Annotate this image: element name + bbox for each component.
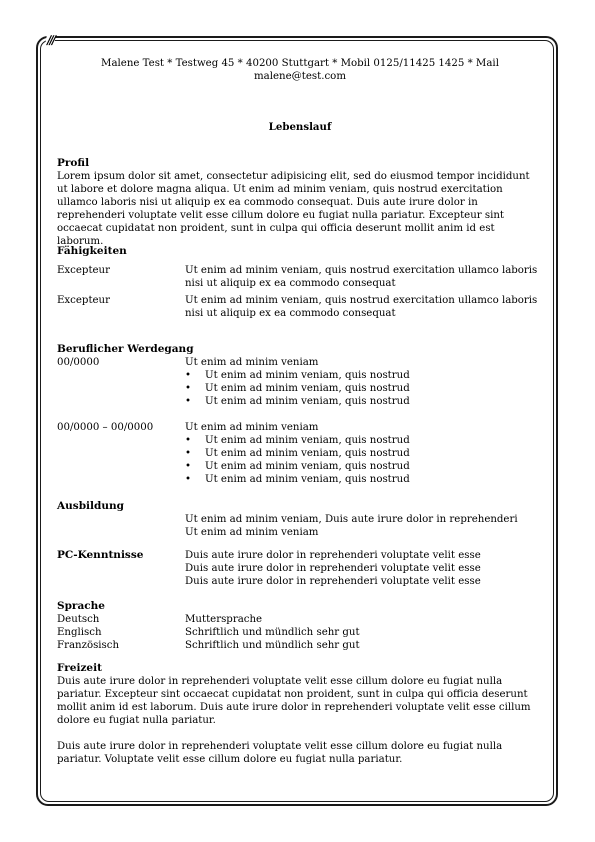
career-date: 00/0000 <box>57 357 100 368</box>
skill-text: Ut enim ad minim veniam, quis nostrud exercitation ullamco laboris nisi ut aliquip ex ea commodo consequat <box>185 295 538 319</box>
skill-row <box>57 294 543 320</box>
list-item: • Ut enim ad minim veniam, quis nostrud <box>205 434 543 447</box>
career-title: Ut enim ad minim veniam <box>185 422 319 433</box>
list-item: • Ut enim ad minim veniam, quis nostrud <box>205 447 543 460</box>
section-werdegang <box>57 343 543 356</box>
contact-line: Malene Test * Testweg 45 * 40200 Stuttgart * Mobil 0125/11425 1425 * Mail malene@test.com <box>101 58 499 82</box>
profil-text: Lorem ipsum dolor sit amet, consectetur adipisicing elit, sed do eiusmod tempor incididunt ut labore et dolore magna aliqua. Ut enim ad minim veniam, quis nostrud exercitation ullamco laboris nisi ut aliquip ex ea commodo consequat. Duis aute irure dolor in reprehenderi voluptate velit esse cillum dolore eu fugiat nulla pariatur. Excepteur sint occaecat cupidatat non proident, sunt in culpa qui officia deserunt mollit anim id est laborum. <box>57 171 530 247</box>
list-item: • Ut enim ad minim veniam, quis nostrud <box>205 382 543 395</box>
career-bullets <box>185 369 543 408</box>
career-title: Ut enim ad minim veniam <box>185 357 319 368</box>
language-level: Schriftlich und mündlich sehr gut <box>185 627 360 638</box>
section-heading: Fähigkeiten <box>57 245 127 257</box>
corner-slash-ornament: /// <box>45 33 56 47</box>
language-row <box>57 626 543 639</box>
pc-line: Duis aute irure dolor in reprehenderi voluptate velit esse <box>185 563 481 574</box>
language-name: Englisch <box>57 627 102 638</box>
education-line: Ut enim ad minim veniam, Duis aute irure dolor in reprehenderi <box>185 514 518 525</box>
list-item: • Ut enim ad minim veniam, quis nostrud <box>205 460 543 473</box>
list-item: • Ut enim ad minim veniam, quis nostrud <box>205 369 543 382</box>
freizeit-paragraph: Duis aute irure dolor in reprehenderi voluptate velit esse cillum dolore eu fugiat nulla pariatur. Excepteur sint occaecat cupidatat non proident, sunt in culpa qui officia deserunt mollit anim id est laborum. Duis aute irure dolor in reprehenderi voluptate velit esse cillum dolore eu fugiat nulla pariatur. <box>57 676 531 726</box>
language-row <box>57 639 543 652</box>
section-freizeit <box>57 662 543 766</box>
education-block <box>57 513 543 539</box>
section-heading: Freizeit <box>57 662 102 674</box>
section-heading: Beruflicher Werdegang <box>57 343 194 355</box>
career-entry <box>57 421 543 486</box>
language-level: Muttersprache <box>185 614 263 625</box>
section-heading: Sprache <box>57 600 105 612</box>
pc-line: Duis aute irure dolor in reprehenderi voluptate velit esse <box>185 550 481 561</box>
career-bullets <box>185 434 543 486</box>
section-heading: PC-Kenntnisse <box>57 549 144 561</box>
section-profil <box>57 157 543 248</box>
freizeit-paragraph: Duis aute irure dolor in reprehenderi voluptate velit esse cillum dolore eu fugiat nulla pariatur. Voluptate velit esse cillum dolore eu fugiat nulla pariatur. <box>57 741 503 765</box>
list-item: • Ut enim ad minim veniam, quis nostrud <box>205 473 543 486</box>
skill-label: Excepteur <box>57 265 110 276</box>
document-title: Lebenslauf <box>268 121 332 133</box>
language-row <box>57 613 543 626</box>
section-faehigkeiten <box>57 245 543 258</box>
language-level: Schriftlich und mündlich sehr gut <box>185 640 360 651</box>
skill-label: Excepteur <box>57 295 110 306</box>
language-name: Deutsch <box>57 614 100 625</box>
section-heading: Profil <box>57 157 90 169</box>
section-pc <box>57 549 543 588</box>
section-sprache <box>57 600 543 652</box>
career-date: 00/0000 – 00/0000 <box>57 422 154 433</box>
section-heading: Ausbildung <box>57 500 124 512</box>
skill-text: Ut enim ad minim veniam, quis nostrud exercitation ullamco laboris nisi ut aliquip ex ea commodo consequat <box>185 265 538 289</box>
skill-row <box>57 264 543 290</box>
list-item: • Ut enim ad minim veniam, quis nostrud <box>205 395 543 408</box>
education-line: Ut enim ad minim veniam <box>185 527 319 538</box>
career-entry <box>57 356 543 408</box>
language-name: Französisch <box>57 640 120 651</box>
pc-line: Duis aute irure dolor in reprehenderi voluptate velit esse <box>185 576 481 587</box>
section-ausbildung <box>57 500 543 513</box>
